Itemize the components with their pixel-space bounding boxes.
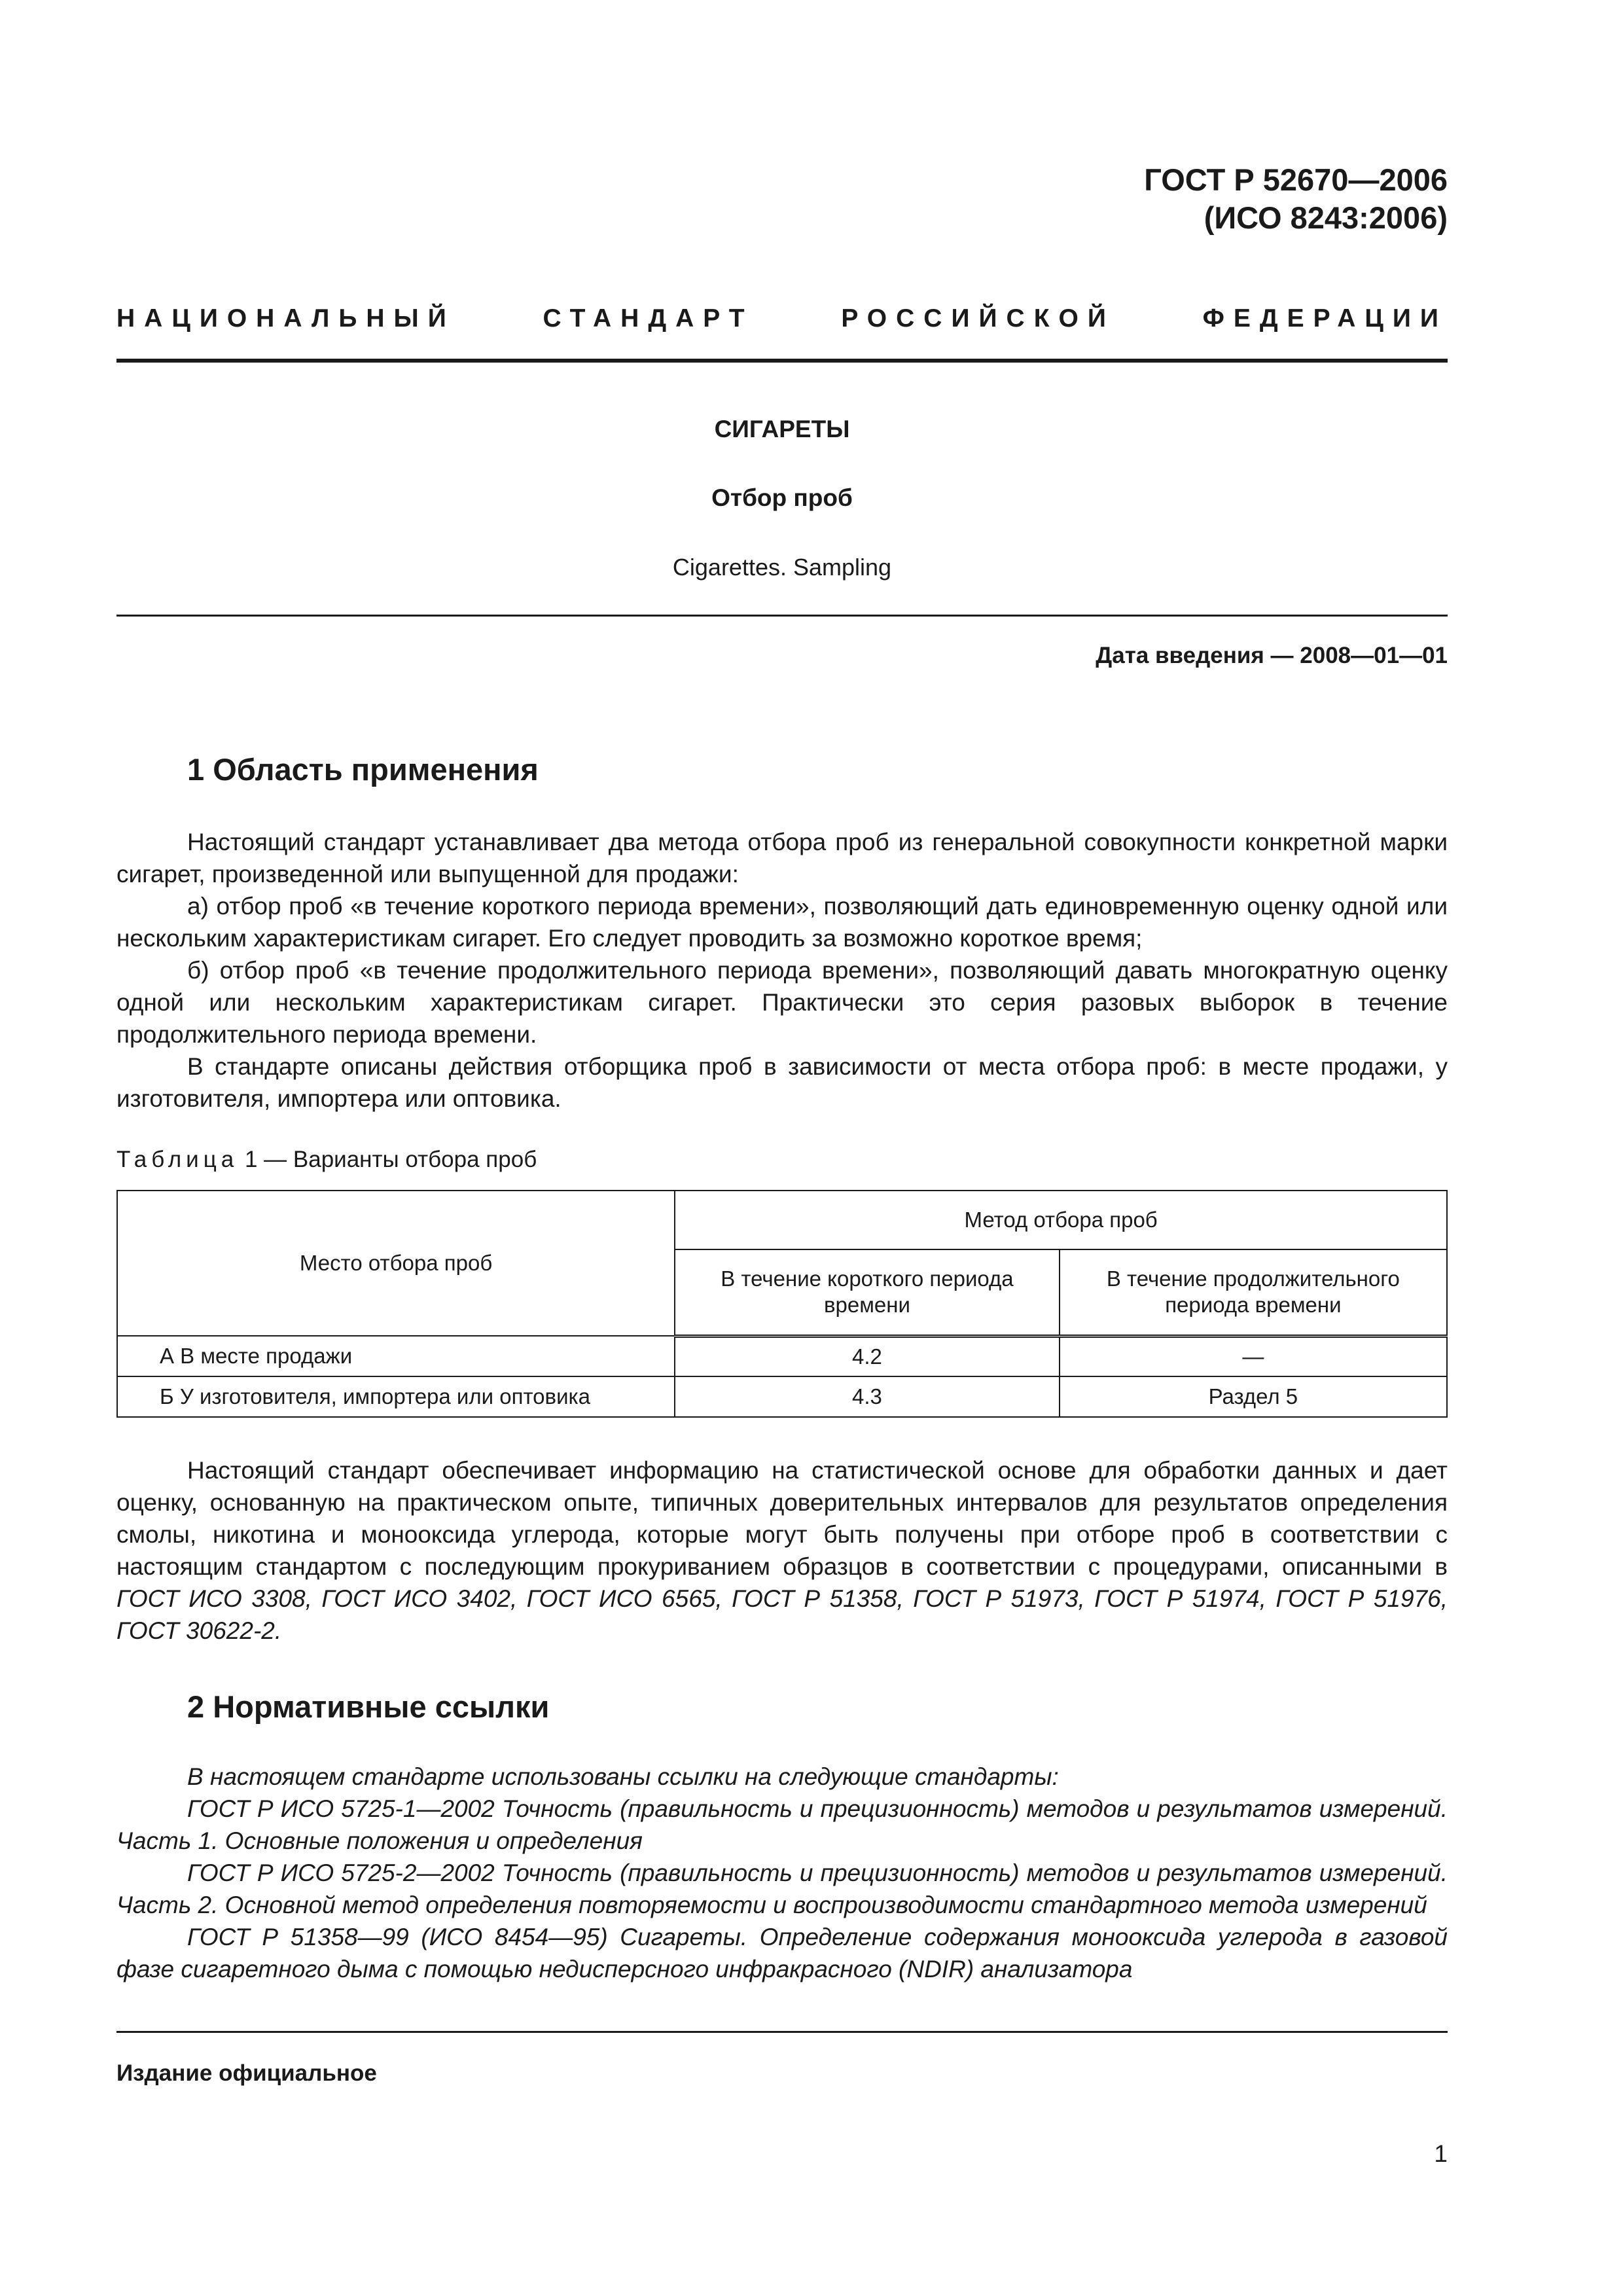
- introduction-date: Дата введения — 2008—01—01: [1096, 643, 1448, 668]
- sampling-options-table: [116, 1190, 1448, 1418]
- section-2-body: [116, 1761, 1448, 1985]
- iso-number-line: (ИСО 8243:2006): [1204, 200, 1448, 235]
- table-caption: [116, 1147, 537, 1173]
- cell-long: —: [1060, 1336, 1447, 1376]
- header-place: Место отбора проб: [117, 1191, 675, 1336]
- reference-item: ГОСТ Р ИСО 5725-1—2002 Точность (правильность и прецизионность) методов и результатов измерений. Часть 1. Основные положения и определения: [116, 1795, 1448, 1854]
- standards-references: ГОСТ ИСО 3308, ГОСТ ИСО 3402, ГОСТ ИСО 6565, ГОСТ Р 51358, ГОСТ Р 51973, ГОСТ Р 51974, ГОСТ Р 51976, ГОСТ 30622-2.: [116, 1585, 1448, 1644]
- official-edition-label: Издание официальное: [116, 2060, 377, 2086]
- table-row: [117, 1336, 1447, 1376]
- header-short-period: В течение короткого периода времени: [675, 1249, 1060, 1336]
- cell-place: А В месте продажи: [117, 1336, 675, 1376]
- cell-short: 4.3: [675, 1376, 1060, 1417]
- national-title-word: НАЦИОНАЛЬНЫЙ: [116, 304, 455, 332]
- footer-divider: [116, 2031, 1448, 2033]
- paragraph: б) отбор проб «в течение продолжительного периода времени», позволяющий давать многократную оценку одной или нескольким характеристикам сигарет. Практически это серия разовых выборок в течение продолжительного периода времени.: [116, 957, 1448, 1048]
- section-1-body: [116, 826, 1448, 1115]
- paragraph: [116, 1454, 1448, 1647]
- document-title: СИГАРЕТЫ: [714, 416, 850, 442]
- cell-long: Раздел 5: [1060, 1376, 1447, 1417]
- page-number: 1: [1434, 2140, 1448, 2167]
- standard-number: [1144, 161, 1448, 237]
- header-long-period: В течение продолжительного периода времени: [1060, 1249, 1447, 1336]
- national-title-word: РОССИЙСКОЙ: [841, 304, 1115, 332]
- reference-item: ГОСТ Р 51358—99 (ИСО 8454—95) Сигареты. Определение содержания монооксида углерода в газовой фазе сигаретного дыма с помощью недисперсного инфракрасного (NDIR) анализатора: [116, 1924, 1448, 1982]
- reference-item: ГОСТ Р ИСО 5725-2—2002 Точность (правильность и прецизионность) методов и результатов измерений. Часть 2. Основной метод определения повторяемости и воспроизводимости стандартного метода измерений: [116, 1859, 1448, 1918]
- national-title-word: ФЕДЕРАЦИИ: [1202, 304, 1448, 332]
- document-subtitle: Отбор проб: [711, 484, 853, 511]
- table-caption-text: 1 — Варианты отбора проб: [244, 1147, 537, 1172]
- section-1-after-table: [116, 1454, 1448, 1647]
- gost-number-line: ГОСТ Р 52670—2006: [1144, 162, 1448, 197]
- cell-short: 4.2: [675, 1336, 1060, 1376]
- document-english-title: Cigarettes. Sampling: [672, 554, 892, 581]
- paragraph-text: Настоящий стандарт обеспечивает информацию на статистической основе для обработки данных и дает оценку, основанную на практическом опыте, типичных доверительных интервалов для результатов определения смолы, никотина и монооксида углерода, которые могут быть получены при отборе проб в соответствии с настоящим стандартом с последующим прокуриванием образцов в соответствии с процедурами, описанными в: [116, 1457, 1448, 1580]
- table-caption-label: Таблица: [116, 1147, 239, 1172]
- header-divider: [116, 359, 1448, 363]
- paragraph: Настоящий стандарт устанавливает два метода отбора проб из генеральной совокупности конкретной марки сигарет, произведенной или выпущенной для продажи:: [116, 829, 1448, 888]
- section-1-heading: 1 Область применения: [187, 752, 539, 787]
- national-standard-title: [116, 302, 1448, 335]
- paragraph: а) отбор проб «в течение короткого периода времени», позволяющий дать единовременную оценку одной или нескольким характеристикам сигарет. Его следует проводить за возможно короткое время;: [116, 893, 1448, 952]
- section-2-heading: 2 Нормативные ссылки: [187, 1689, 550, 1724]
- national-title-word: СТАНДАРТ: [543, 304, 754, 332]
- paragraph: В настоящем стандарте использованы ссылки на следующие стандарты:: [187, 1763, 1059, 1790]
- header-method: Метод отбора проб: [675, 1191, 1447, 1249]
- cell-place: Б У изготовителя, импортера или оптовика: [117, 1376, 675, 1417]
- title-divider: [116, 615, 1448, 617]
- table-row: [117, 1376, 1447, 1417]
- paragraph: В стандарте описаны действия отборщика проб в зависимости от места отбора проб: в месте продажи, у изготовителя, импортера или оптовика.: [116, 1053, 1448, 1112]
